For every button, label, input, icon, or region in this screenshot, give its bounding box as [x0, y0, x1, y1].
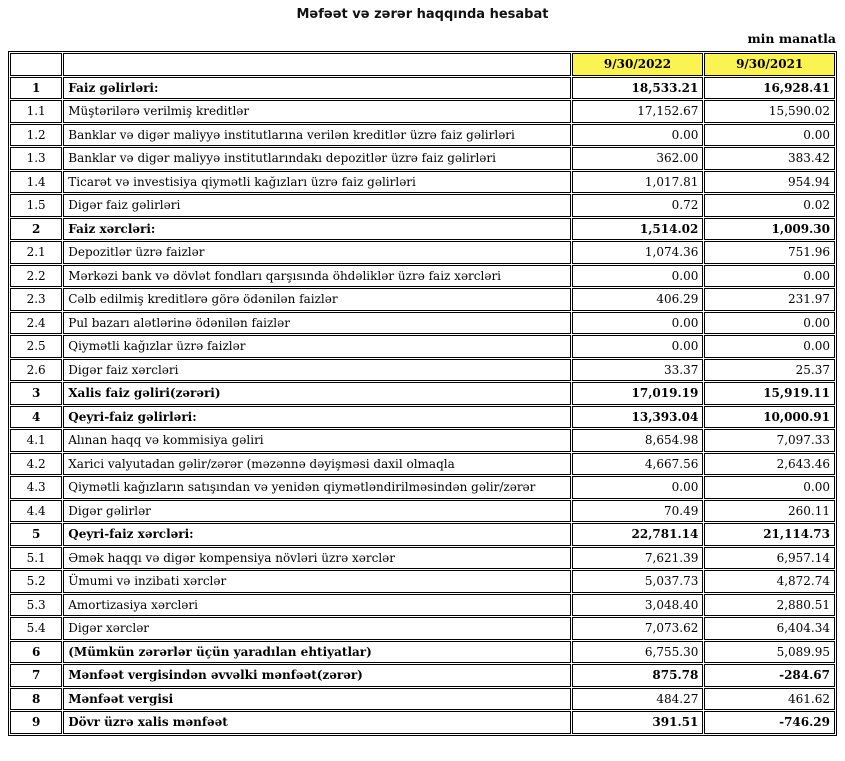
table-row — [10, 594, 835, 617]
row-label-cell: Banklar və digər maliyyə institutlarına verilən kreditlər üzrə faiz gəlirləri — [63, 124, 570, 147]
row-label-cell: Xalis faiz gəliri(zərəri) — [63, 382, 570, 405]
row-number-cell: 1.2 — [10, 124, 62, 147]
row-label-cell: Qiymətli kağızlar üzrə faizlər — [63, 335, 570, 358]
value-2021-cell: 954.94 — [704, 171, 835, 194]
value-2022-cell: 5,037.73 — [572, 570, 704, 593]
value-2021-cell: 231.97 — [704, 288, 835, 311]
row-label-cell: Qiymətli kağızların satışından və yenidən qiymətləndirilməsindən gəlir/zərər — [63, 476, 570, 499]
table-row — [10, 382, 835, 405]
row-label-cell: Ticarət və investisiya qiymətli kağızları üzrə faiz gəlirləri — [63, 171, 570, 194]
value-2021-cell: 1,009.30 — [704, 218, 835, 241]
value-2022-cell: 0.00 — [572, 265, 704, 288]
row-number-cell: 5 — [10, 523, 62, 546]
value-2022-cell: 362.00 — [572, 147, 704, 170]
row-number-cell: 4.2 — [10, 453, 62, 476]
table-row — [10, 359, 835, 382]
row-label-cell: Faiz gəlirləri: — [63, 77, 570, 100]
value-2022-cell: 8,654.98 — [572, 429, 704, 452]
value-2021-cell: 4,872.74 — [704, 570, 835, 593]
column-header-2021: 9/30/2021 — [704, 53, 835, 76]
value-2021-cell: 0.02 — [704, 194, 835, 217]
value-2022-cell: 0.00 — [572, 124, 704, 147]
value-2021-cell: 10,000.91 — [704, 406, 835, 429]
row-number-cell: 1 — [10, 77, 62, 100]
value-2022-cell: 33.37 — [572, 359, 704, 382]
unit-note: min manatla — [747, 31, 836, 46]
row-label-cell: Faiz xərcləri: — [63, 218, 570, 241]
row-label-cell: Xarici valyutadan gəlir/zərər (məzənnə dəyişməsi daxil olmaqla — [63, 453, 570, 476]
value-2021-cell: 6,957.14 — [704, 547, 835, 570]
row-label-cell: (Mümkün zərərlər üçün yaradılan ehtiyatlar) — [63, 641, 570, 664]
table-row — [10, 500, 835, 523]
row-label-cell: Pul bazarı alətlərinə ödənilən faizlər — [63, 312, 570, 335]
row-label-cell: Müştərilərə verilmiş kreditlər — [63, 100, 570, 123]
header-spacer-label — [63, 53, 570, 76]
value-2022-cell: 7,621.39 — [572, 547, 704, 570]
table-row — [10, 171, 835, 194]
row-number-cell: 1.4 — [10, 171, 62, 194]
table-row — [10, 194, 835, 217]
row-label-cell: Mənfəət vergisi — [63, 688, 570, 711]
value-2021-cell: 7,097.33 — [704, 429, 835, 452]
row-label-cell: Digər gəlirlər — [63, 500, 570, 523]
value-2021-cell: 0.00 — [704, 335, 835, 358]
row-number-cell: 1.5 — [10, 194, 62, 217]
table-row — [10, 429, 835, 452]
value-2021-cell: 15,590.02 — [704, 100, 835, 123]
row-label-cell: Amortizasiya xərcləri — [63, 594, 570, 617]
row-number-cell: 4.3 — [10, 476, 62, 499]
table-row — [10, 664, 835, 687]
row-number-cell: 4 — [10, 406, 62, 429]
value-2022-cell: 0.00 — [572, 335, 704, 358]
value-2022-cell: 0.72 — [572, 194, 704, 217]
value-2021-cell: 260.11 — [704, 500, 835, 523]
row-number-cell: 1.3 — [10, 147, 62, 170]
table-row — [10, 641, 835, 664]
row-label-cell: Mərkəzi bank və dövlət fondları qarşısında öhdəliklər üzrə faiz xərcləri — [63, 265, 570, 288]
table-row — [10, 523, 835, 546]
row-label-cell: Ümumi və inzibati xərclər — [63, 570, 570, 593]
table-row — [10, 241, 835, 264]
table-row — [10, 711, 835, 734]
row-number-cell: 5.4 — [10, 617, 62, 640]
value-2021-cell: -284.67 — [704, 664, 835, 687]
value-2022-cell: 0.00 — [572, 312, 704, 335]
table-row — [10, 570, 835, 593]
table-row — [10, 312, 835, 335]
row-number-cell: 2.1 — [10, 241, 62, 264]
row-number-cell: 2.4 — [10, 312, 62, 335]
value-2022-cell: 22,781.14 — [572, 523, 704, 546]
value-2021-cell: 25.37 — [704, 359, 835, 382]
table-row — [10, 288, 835, 311]
row-label-cell: Qeyri-faiz gəlirləri: — [63, 406, 570, 429]
value-2022-cell: 0.00 — [572, 476, 704, 499]
row-number-cell: 5.1 — [10, 547, 62, 570]
row-number-cell: 7 — [10, 664, 62, 687]
value-2022-cell: 18,533.21 — [572, 77, 704, 100]
row-number-cell: 6 — [10, 641, 62, 664]
row-number-cell: 1.1 — [10, 100, 62, 123]
table-row — [10, 617, 835, 640]
row-number-cell: 2.5 — [10, 335, 62, 358]
row-number-cell: 2 — [10, 218, 62, 241]
row-label-cell: Digər xərclər — [63, 617, 570, 640]
value-2022-cell: 1,514.02 — [572, 218, 704, 241]
value-2022-cell: 7,073.62 — [572, 617, 704, 640]
value-2022-cell: 17,019.19 — [572, 382, 704, 405]
table-row — [10, 147, 835, 170]
page-title: Məfəət və zərər haqqında hesabat — [296, 7, 549, 22]
value-2021-cell: 0.00 — [704, 476, 835, 499]
table-row — [10, 453, 835, 476]
table-row — [10, 547, 835, 570]
value-2021-cell: 0.00 — [704, 265, 835, 288]
value-2022-cell: 13,393.04 — [572, 406, 704, 429]
header-spacer-number — [10, 53, 62, 76]
value-2022-cell: 391.51 — [572, 711, 704, 734]
value-2021-cell: 16,928.41 — [704, 77, 835, 100]
table-row — [10, 406, 835, 429]
table-row — [10, 335, 835, 358]
row-label-cell: Depozitlər üzrə faizlər — [63, 241, 570, 264]
table-row — [10, 218, 835, 241]
value-2021-cell: 751.96 — [704, 241, 835, 264]
value-2021-cell: 383.42 — [704, 147, 835, 170]
row-number-cell: 5.2 — [10, 570, 62, 593]
row-label-cell: Cəlb edilmiş kreditlərə görə ödənilən faizlər — [63, 288, 570, 311]
value-2022-cell: 70.49 — [572, 500, 704, 523]
value-2021-cell: 5,089.95 — [704, 641, 835, 664]
value-2021-cell: 21,114.73 — [704, 523, 835, 546]
row-number-cell: 3 — [10, 382, 62, 405]
value-2022-cell: 1,017.81 — [572, 171, 704, 194]
report-table — [8, 51, 837, 736]
row-number-cell: 9 — [10, 711, 62, 734]
value-2022-cell: 17,152.67 — [572, 100, 704, 123]
table-row — [10, 100, 835, 123]
row-number-cell: 5.3 — [10, 594, 62, 617]
value-2021-cell: 0.00 — [704, 312, 835, 335]
row-number-cell: 2.2 — [10, 265, 62, 288]
column-header-2022: 9/30/2022 — [572, 53, 704, 76]
row-number-cell: 8 — [10, 688, 62, 711]
row-number-cell: 4.1 — [10, 429, 62, 452]
value-2022-cell: 3,048.40 — [572, 594, 704, 617]
value-2021-cell: 0.00 — [704, 124, 835, 147]
value-2022-cell: 484.27 — [572, 688, 704, 711]
row-label-cell: Banklar və digər maliyyə institutlarındakı depozitlər üzrə faiz gəlirləri — [63, 147, 570, 170]
table-row — [10, 265, 835, 288]
value-2022-cell: 6,755.30 — [572, 641, 704, 664]
row-number-cell: 2.3 — [10, 288, 62, 311]
row-number-cell: 2.6 — [10, 359, 62, 382]
value-2022-cell: 1,074.36 — [572, 241, 704, 264]
value-2022-cell: 875.78 — [572, 664, 704, 687]
value-2021-cell: -746.29 — [704, 711, 835, 734]
value-2022-cell: 4,667.56 — [572, 453, 704, 476]
value-2021-cell: 461.62 — [704, 688, 835, 711]
row-label-cell: Dövr üzrə xalis mənfəət — [63, 711, 570, 734]
table-row — [10, 688, 835, 711]
row-label-cell: Əmək haqqı və digər kompensiya növləri üzrə xərclər — [63, 547, 570, 570]
row-label-cell: Qeyri-faiz xərcləri: — [63, 523, 570, 546]
value-2021-cell: 15,919.11 — [704, 382, 835, 405]
table-row — [10, 476, 835, 499]
value-2021-cell: 2,880.51 — [704, 594, 835, 617]
row-label-cell: Digər faiz gəlirləri — [63, 194, 570, 217]
table-row — [10, 77, 835, 100]
value-2022-cell: 406.29 — [572, 288, 704, 311]
value-2021-cell: 2,643.46 — [704, 453, 835, 476]
row-label-cell: Mənfəət vergisindən əvvəlki mənfəət(zərər) — [63, 664, 570, 687]
header-row — [10, 53, 835, 76]
row-number-cell: 4.4 — [10, 500, 62, 523]
row-label-cell: Digər faiz xərcləri — [63, 359, 570, 382]
row-label-cell: Alınan haqq və kommisiya gəliri — [63, 429, 570, 452]
table-row — [10, 124, 835, 147]
value-2021-cell: 6,404.34 — [704, 617, 835, 640]
table-body — [10, 77, 835, 734]
